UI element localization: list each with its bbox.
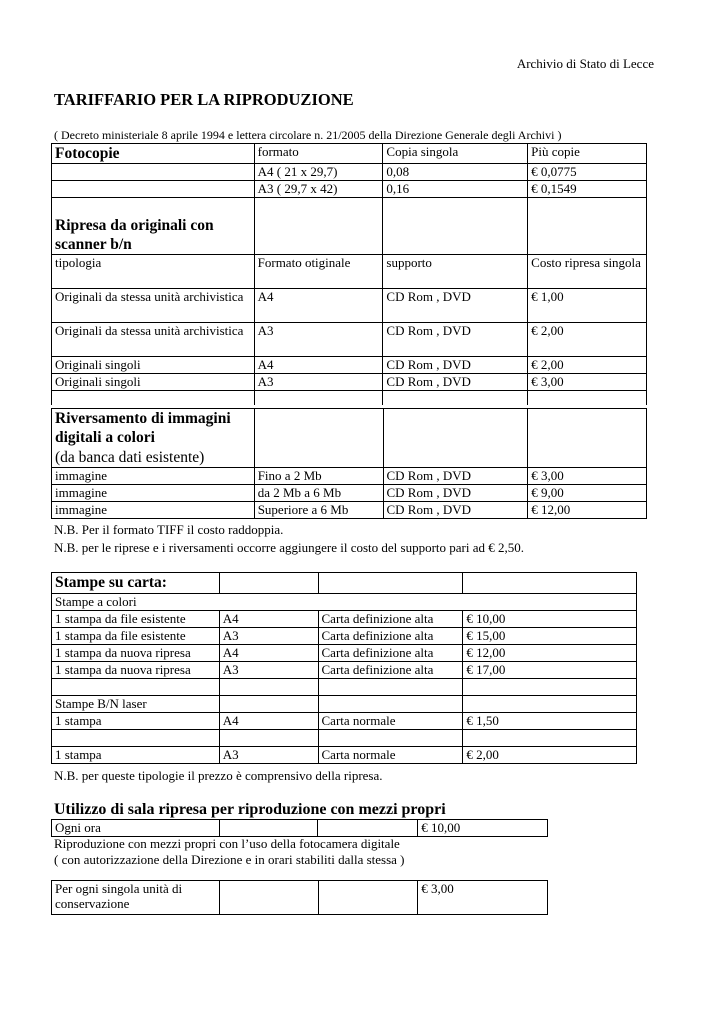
- table-row: [52, 468, 647, 485]
- table-cell: € 1,50: [463, 713, 637, 730]
- section-heading-fotocopie: Fotocopie: [52, 144, 255, 164]
- table-cell: [463, 730, 637, 747]
- note-supporto: N.B. per le riprese e i riversamenti occorre aggiungere il costo del supporto pari ad € 2,50.: [54, 540, 525, 555]
- table-header-cell: Formato otiginale: [254, 255, 383, 289]
- table-cell: Per ogni singola unità di conservazione: [52, 881, 220, 915]
- sala-table-1: [51, 819, 548, 837]
- fotocopie-ripresa-table: [51, 143, 647, 405]
- table-cell: [318, 881, 418, 915]
- table-cell: € 12,00: [463, 645, 637, 662]
- table-row: [52, 198, 647, 255]
- table-cell: CD Rom , DVD: [383, 502, 528, 519]
- table-row: [52, 662, 637, 679]
- table-cell: [52, 181, 255, 198]
- table-cell: [219, 881, 318, 915]
- table-row: [52, 628, 637, 645]
- table-cell: € 9,00: [528, 485, 647, 502]
- table-cell: [254, 198, 383, 255]
- table-cell: [254, 409, 383, 468]
- table-cell: CD Rom , DVD: [383, 485, 528, 502]
- table-row: [52, 323, 647, 357]
- table-cell: CD Rom , DVD: [383, 289, 528, 323]
- table-row: [52, 181, 647, 198]
- table-row: [52, 289, 647, 323]
- table-row: [52, 391, 647, 406]
- table-cell: A3: [219, 628, 318, 645]
- table-cell: A4: [219, 611, 318, 628]
- table-cell: Originali singoli: [52, 374, 255, 391]
- table-row: [52, 164, 647, 181]
- table-cell: € 2,00: [528, 357, 647, 374]
- table-cell: [528, 198, 647, 255]
- decree-reference: ( Decreto ministeriale 8 aprile 1994 e lettera circolare n. 21/2005 della Direzione Generale degli Archivi ): [54, 128, 562, 142]
- table-cell: CD Rom , DVD: [383, 323, 528, 357]
- table-header-cell: Costo ripresa singola: [528, 255, 647, 289]
- table-cell: € 17,00: [463, 662, 637, 679]
- table-row: [52, 713, 637, 730]
- stampe-bn-label: Stampe B/N laser: [52, 696, 220, 713]
- table-cell: [318, 696, 463, 713]
- note-stampe: N.B. per queste tipologie il prezzo è comprensivo della ripresa.: [54, 768, 383, 783]
- table-cell: A4: [254, 289, 383, 323]
- table-cell: A3 ( 29,7 x 42): [254, 181, 383, 198]
- table-cell: CD Rom , DVD: [383, 374, 528, 391]
- table-cell: [318, 820, 418, 837]
- table-cell: € 2,00: [463, 747, 637, 764]
- table-cell: [52, 679, 220, 696]
- table-cell: 1 stampa: [52, 747, 220, 764]
- table-cell: Carta definizione alta: [318, 662, 463, 679]
- table-cell: 1 stampa da file esistente: [52, 628, 220, 645]
- table-cell: [383, 391, 528, 406]
- table-row: [52, 144, 647, 164]
- table-cell: A4: [219, 645, 318, 662]
- table-cell: [383, 198, 528, 255]
- table-cell: € 2,00: [528, 323, 647, 357]
- table-cell: € 1,00: [528, 289, 647, 323]
- section-heading-stampe: Stampe su carta:: [52, 573, 220, 594]
- riversamento-title: Riversamento di immagini digitali a colori: [55, 410, 231, 447]
- table-cell: Carta normale: [318, 713, 463, 730]
- table-cell: € 3,00: [528, 468, 647, 485]
- table-cell: [254, 391, 383, 406]
- table-cell: immagine: [52, 502, 255, 519]
- table-cell: Ogni ora: [52, 820, 220, 837]
- table-cell: Fino a 2 Mb: [254, 468, 383, 485]
- table-cell: 1 stampa da nuova ripresa: [52, 662, 220, 679]
- table-row: [52, 696, 637, 713]
- table-header-cell: supporto: [383, 255, 528, 289]
- table-cell: A3: [219, 662, 318, 679]
- table-cell: 1 stampa da file esistente: [52, 611, 220, 628]
- table-cell: Originali da stessa unità archivistica: [52, 289, 255, 323]
- note-tiff: N.B. Per il formato TIFF il costo raddoppia.: [54, 522, 284, 537]
- table-cell: [318, 679, 463, 696]
- table-cell: Originali singoli: [52, 357, 255, 374]
- sala-text-autorizzazione: ( con autorizzazione della Direzione e in orari stabiliti dalla stessa ): [54, 852, 405, 867]
- table-cell: [463, 573, 637, 594]
- table-cell: [463, 696, 637, 713]
- table-cell: [219, 679, 318, 696]
- section-heading-sala: Utilizzo di sala ripresa per riproduzione con mezzi propri: [54, 801, 446, 818]
- section-heading-riversamento: [52, 409, 255, 468]
- table-cell: 0,16: [383, 181, 528, 198]
- table-cell: [528, 409, 647, 468]
- table-cell: 0,08: [383, 164, 528, 181]
- table-cell: immagine: [52, 485, 255, 502]
- table-header-cell: Più copie: [528, 144, 647, 164]
- table-cell: [52, 391, 255, 406]
- table-cell: Carta definizione alta: [318, 628, 463, 645]
- archive-name: Archivio di Stato di Lecce: [516, 56, 654, 71]
- table-cell: [52, 730, 220, 747]
- table-header-cell: tipologia: [52, 255, 255, 289]
- table-cell: [52, 164, 255, 181]
- table-row: [52, 820, 548, 837]
- document-title: TARIFFARIO PER LA RIPRODUZIONE: [54, 90, 354, 109]
- table-cell: Carta definizione alta: [318, 645, 463, 662]
- table-cell: [383, 409, 528, 468]
- table-row: [52, 502, 647, 519]
- table-cell: [528, 391, 647, 406]
- table-cell: [318, 730, 463, 747]
- riversamento-table: [51, 408, 647, 519]
- table-row: [52, 645, 637, 662]
- table-cell: Superiore a 6 Mb: [254, 502, 383, 519]
- table-cell: € 10,00: [418, 820, 548, 837]
- table-cell: [219, 730, 318, 747]
- sala-text-mezzi-propri: Riproduzione con mezzi propri con l’uso della fotocamera digitale: [54, 836, 400, 851]
- table-cell: A4: [254, 357, 383, 374]
- table-cell: [318, 573, 463, 594]
- riversamento-subtitle: (da banca dati esistente): [55, 448, 205, 466]
- table-cell: CD Rom , DVD: [383, 468, 528, 485]
- table-cell: [463, 679, 637, 696]
- stampe-table: [51, 572, 637, 764]
- table-cell: Originali da stessa unità archivistica: [52, 323, 255, 357]
- table-cell: [219, 573, 318, 594]
- table-cell: A4: [219, 713, 318, 730]
- table-cell: A3: [254, 374, 383, 391]
- table-row: [52, 255, 647, 289]
- table-cell: A4 ( 21 x 29,7): [254, 164, 383, 181]
- sala-table-2: [51, 880, 548, 915]
- table-cell: € 15,00: [463, 628, 637, 645]
- table-row: [52, 357, 647, 374]
- table-row: [52, 730, 637, 747]
- section-heading-ripresa: Ripresa da originali con scanner b/n: [52, 198, 255, 255]
- table-cell: € 3,00: [418, 881, 548, 915]
- table-cell: € 12,00: [528, 502, 647, 519]
- table-cell: A3: [254, 323, 383, 357]
- table-row: [52, 594, 637, 611]
- table-cell: € 10,00: [463, 611, 637, 628]
- table-cell: da 2 Mb a 6 Mb: [254, 485, 383, 502]
- table-row: [52, 747, 637, 764]
- table-cell: 1 stampa da nuova ripresa: [52, 645, 220, 662]
- table-header-cell: formato: [254, 144, 383, 164]
- table-cell: Carta definizione alta: [318, 611, 463, 628]
- table-header-cell: Copia singola: [383, 144, 528, 164]
- table-row: [52, 409, 647, 468]
- table-cell: A3: [219, 747, 318, 764]
- table-cell: CD Rom , DVD: [383, 357, 528, 374]
- table-cell: 1 stampa: [52, 713, 220, 730]
- table-row: [52, 881, 548, 915]
- table-row: [52, 485, 647, 502]
- table-cell: € 3,00: [528, 374, 647, 391]
- table-cell: [219, 820, 318, 837]
- table-cell: € 0,0775: [528, 164, 647, 181]
- table-row: [52, 679, 637, 696]
- table-row: [52, 573, 637, 594]
- table-cell: immagine: [52, 468, 255, 485]
- table-row: [52, 374, 647, 391]
- table-row: [52, 611, 637, 628]
- table-cell: Carta normale: [318, 747, 463, 764]
- table-cell: € 0,1549: [528, 181, 647, 198]
- table-cell: [219, 696, 318, 713]
- stampe-colori-label: Stampe a colori: [52, 594, 637, 611]
